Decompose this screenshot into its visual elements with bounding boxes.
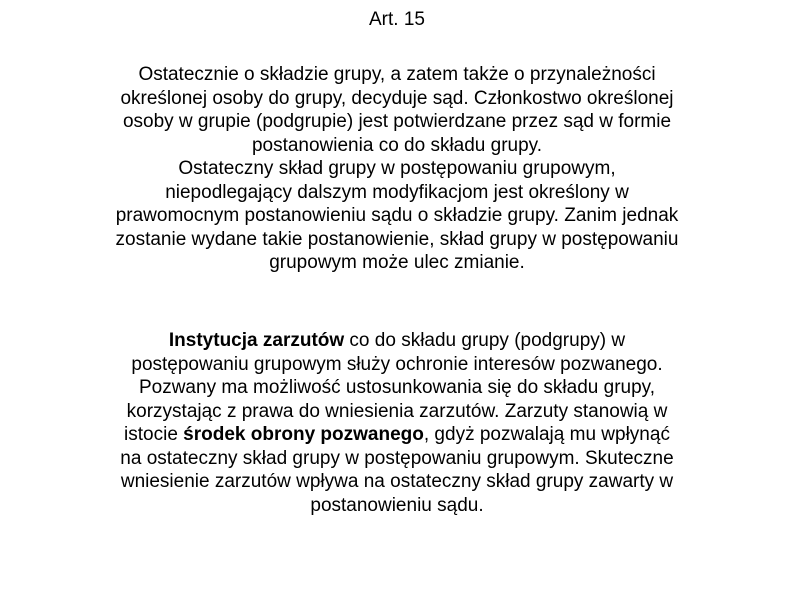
text-line: określonej osoby do grupy, decyduje sąd. Członkostwo określonej bbox=[120, 87, 674, 109]
text-fragment: istocie bbox=[124, 424, 184, 445]
text-line bbox=[34, 423, 760, 447]
text-line: osoby w grupie (podgrupie) jest potwierdzane przez sąd w formie bbox=[122, 111, 672, 132]
text-line: korzystając z prawa do wniesienia zarzutów. Zarzuty stanowią w bbox=[126, 400, 668, 422]
text-line: prawomocnym postanowieniu sądu o składzie grupy. Zanim jednak bbox=[115, 205, 679, 226]
paragraph-objections bbox=[34, 329, 760, 517]
paragraph-group-composition bbox=[34, 63, 760, 275]
bold-term-objections: Instytucja zarzutów bbox=[168, 330, 345, 351]
text-line: postępowaniu grupowym służy ochronie interesów pozwanego. bbox=[131, 353, 663, 375]
text-line: Pozwany ma możliwość ustosunkowania się do składu grupy, bbox=[138, 377, 656, 398]
bold-term-defense: środek obrony pozwanego bbox=[183, 424, 424, 445]
text-line: zostanie wydane takie postanowienie, skład grupy w postępowaniu bbox=[115, 228, 679, 250]
text-line: niepodlegający dalszym modyfikacjom jest określony w bbox=[165, 181, 629, 203]
text-line: postanowieniu sądu. bbox=[310, 494, 484, 516]
text-line: wniesienie zarzutów wpływa na ostateczny skład grupy zawarty w bbox=[120, 471, 674, 492]
text-fragment: , gdyż pozwalają mu wpłynąć bbox=[423, 424, 670, 445]
text-line: grupowym może ulec zmianie. bbox=[269, 252, 525, 273]
article-title: Art. 15 bbox=[369, 9, 425, 30]
text-line: na ostateczny skład grupy w postępowaniu grupowym. Skuteczne bbox=[120, 447, 674, 469]
text-line: Ostatecznie o składzie grupy, a zatem także o przynależności bbox=[138, 64, 656, 85]
text-line bbox=[34, 329, 760, 353]
text-line: postanowienia co do składu grupy. bbox=[251, 134, 543, 156]
text-line: Ostateczny skład grupy w postępowaniu grupowym, bbox=[178, 158, 616, 179]
text-fragment: co do składu grupy (podgrupy) w bbox=[344, 330, 626, 351]
